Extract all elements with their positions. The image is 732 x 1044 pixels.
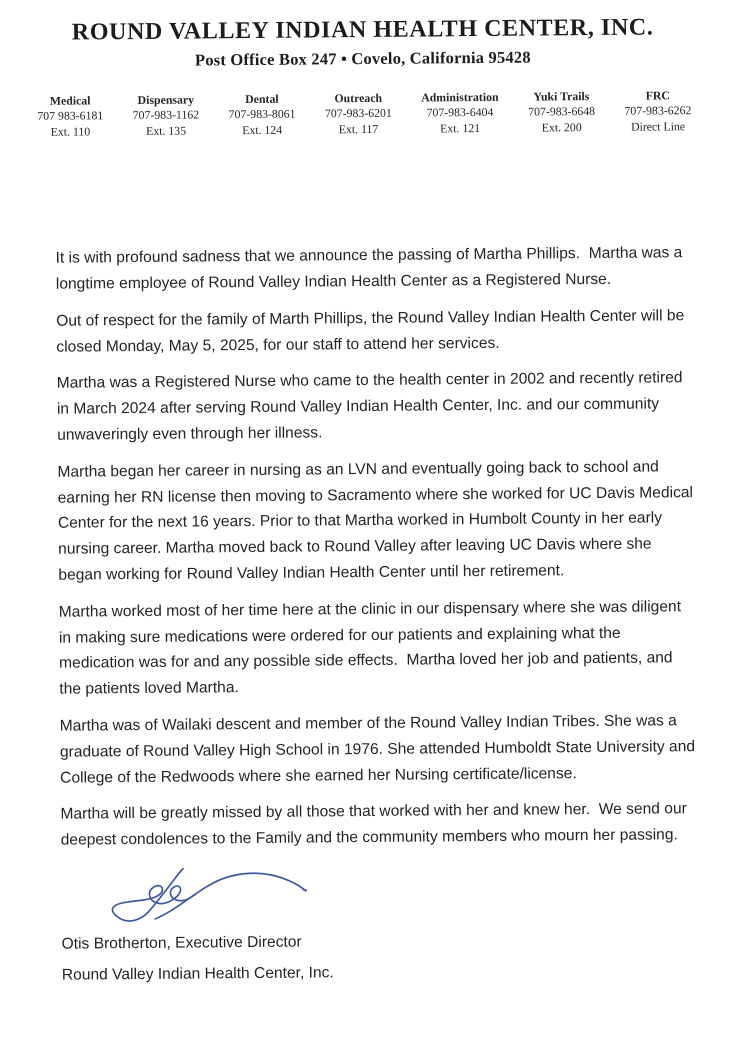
dept-ext: Ext. 135 [146, 123, 187, 138]
dept-phone: 707-983-6404 [426, 105, 494, 120]
dept-ext: Direct Line [630, 119, 686, 134]
signature-block [61, 860, 732, 985]
contact-col-dispensary [133, 92, 200, 139]
contact-col-medical [37, 93, 103, 140]
contact-directory [37, 88, 691, 140]
paragraph-service-history: Martha was a Registered Nurse who came to the health center in 2002 and recently retired in March 2024 after serving Round Valley Indian Health Center, Inc. and our community unwaveringly even through her illness. [56, 369, 687, 444]
paragraph-dispensary-work: Martha worked most of her time here at the clinic in our dispensary where she was diligent in making sure medications were ordered for our patients and explaining what the medication was for and any possible side effects. Martha loved her job and patients, and the patients loved Martha. [58, 598, 686, 698]
dept-phone: 707-983-6262 [624, 103, 692, 119]
dept-name: Dental [245, 91, 279, 106]
paragraph-condolences: Martha will be greatly missed by all those that worked with her and knew her. We send our deepest condolences to the Family and the community members who mourn her passing. [60, 800, 692, 849]
contact-col-yuki-trails [528, 89, 595, 136]
contact-col-outreach [325, 91, 392, 138]
letterhead [0, 13, 729, 72]
dept-phone: 707-983-6201 [324, 106, 392, 121]
address-line: Post Office Box 247 • Covelo, California 95428 [194, 47, 531, 70]
dept-name: Outreach [334, 90, 383, 106]
signatory-organization: Round Valley Indian Health Center, Inc. [61, 964, 334, 984]
dept-ext: Ext. 110 [50, 124, 91, 139]
handwritten-signature [99, 864, 315, 928]
paragraph-announcement: It is with profound sadness that we announce the passing of Martha Phillips. Martha was a longtime employee of Round Valley Indian Health Center as a Registered Nurse. [55, 244, 687, 293]
signatory-name-title: Otis Brotherton, Executive Director [61, 933, 302, 953]
dept-phone: 707-983-6648 [528, 104, 596, 119]
paragraph-career: Martha began her career in nursing as an LVN and eventually going back to school and earning her RN license then moving to Sacramento where she worked for UC Davis Medical Center for the next 16 years. Prior to that Martha worked in Humbolt County in her early nursing career. Martha moved back to Round Valley after leaving UC Davis where she began working for Round Valley Indian Health Center until her retirement. [57, 458, 698, 584]
letter-body [55, 240, 700, 853]
dept-ext: Ext. 124 [242, 122, 283, 137]
dept-phone: 707 983-6181 [37, 108, 104, 124]
dept-name: Yuki Trails [533, 88, 590, 104]
dept-name: FRC [645, 88, 670, 103]
paragraph-heritage-education: Martha was of Wailaki descent and member of the Round Valley Indian Tribes. She was a graduate of Round Valley High School in 1976. She attended Humboldt State University and College of the Redwoods where she earned her Nursing certificate/license. [59, 712, 700, 787]
paragraph-closure-notice: Out of respect for the family of Marth Phillips, the Round Valley Indian Health Center will be closed Monday, May 5, 2025, for our staff to attend her services. [56, 307, 689, 356]
dept-phone: 707-983-1162 [132, 107, 200, 123]
dept-name: Dispensary [137, 92, 195, 107]
dept-ext: Ext. 117 [338, 121, 379, 137]
contact-col-administration [421, 90, 499, 137]
dept-ext: Ext. 121 [440, 120, 481, 136]
org-name: ROUND VALLEY INDIAN HEALTH CENTER, INC. [71, 14, 654, 46]
contact-col-frc [624, 88, 691, 135]
dept-name: Medical [49, 93, 91, 108]
dept-phone: 707-983-8061 [228, 106, 296, 122]
dept-name: Administration [421, 89, 499, 105]
dept-ext: Ext. 200 [541, 119, 582, 135]
contact-col-dental [228, 91, 295, 138]
